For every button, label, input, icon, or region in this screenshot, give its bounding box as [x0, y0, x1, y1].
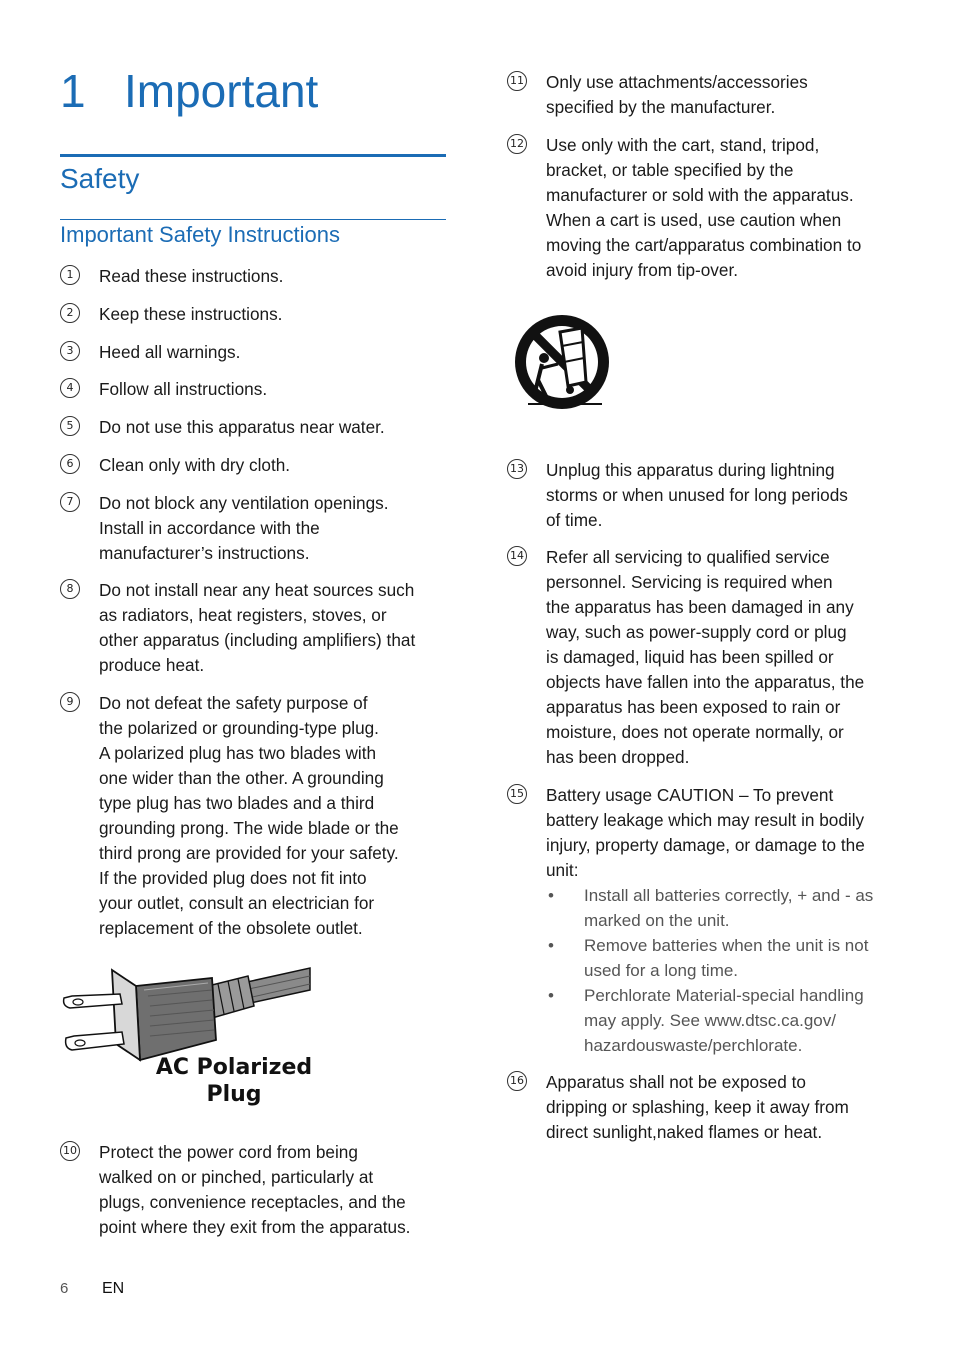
language-code: EN — [102, 1280, 125, 1297]
item-text-line: Follow all instructions. — [99, 379, 268, 399]
item-text-line: injury, property damage, or damage to the — [546, 835, 865, 855]
item-text-line: Use only with the cart, stand, tripod, — [546, 135, 820, 155]
item-text-line: way, such as power-supply cord or plug — [546, 622, 847, 642]
item-number-badge: 8 — [60, 579, 80, 599]
item-text-line: direct sunlight,naked flames or heat. — [546, 1122, 823, 1142]
item-text — [546, 133, 899, 283]
item-text — [546, 70, 899, 120]
bullet-dot: • — [548, 936, 554, 955]
item-number-badge: 4 — [60, 378, 80, 398]
item-number-badge: 2 — [60, 303, 80, 323]
instruction-item — [507, 1070, 899, 1145]
item-text-line: one wider than the other. A grounding — [99, 768, 384, 788]
bullet-text-line: Remove batteries when the unit is not — [584, 936, 869, 955]
instruction-item — [60, 578, 450, 678]
item-text-line: personnel. Servicing is required when — [546, 572, 833, 592]
item-text-line: specified by the manufacturer. — [546, 97, 776, 117]
instruction-item — [507, 458, 899, 533]
item-text-line: has been dropped. — [546, 747, 690, 767]
bullet-item — [546, 883, 899, 933]
item-text-line: your outlet, consult an electrician for — [99, 893, 375, 913]
instruction-item — [60, 302, 450, 327]
item-text — [546, 545, 899, 770]
item-text-line: dripping or splashing, keep it away from — [546, 1097, 849, 1117]
item-text — [99, 1140, 450, 1240]
item-text-line: manufacturer or sold with the apparatus. — [546, 185, 854, 205]
item-number-badge: 9 — [60, 692, 80, 712]
item-text-line: Clean only with dry cloth. — [99, 455, 291, 475]
item-text-line: Refer all servicing to qualified service — [546, 547, 830, 567]
instruction-item — [60, 264, 450, 289]
section-title: Safety — [60, 163, 140, 194]
bullet-dot: • — [548, 986, 554, 1005]
item-number-badge: 13 — [507, 459, 527, 479]
plug-caption-line: Plug — [206, 1082, 262, 1107]
item-text-line: A polarized plug has two blades with — [99, 743, 377, 763]
item-text-line: Do not defeat the safety purpose of — [99, 693, 368, 713]
item-text-line: apparatus has been exposed to rain or — [546, 697, 841, 717]
item-text-line: other apparatus (including amplifiers) that — [99, 630, 416, 650]
subsection-title: Important Safety Instructions — [60, 222, 341, 247]
cart-tip-over-warning-icon — [508, 312, 612, 412]
item-number-badge: 11 — [507, 71, 527, 91]
bullet-item — [546, 933, 899, 983]
item-text-line: battery leakage which may result in bodily — [546, 810, 865, 830]
item-text-line: the apparatus has been damaged in any — [546, 597, 854, 617]
item-text-line: Do not use this apparatus near water. — [99, 417, 385, 437]
instruction-item — [60, 377, 450, 402]
bullet-list — [546, 883, 899, 1058]
page-number: 6 — [60, 1280, 69, 1297]
item-text — [99, 453, 450, 478]
item-text-line: bracket, or table specified by the — [546, 160, 794, 180]
bullet-text-line: used for a long time. — [584, 961, 739, 980]
item-text-line: produce heat. — [99, 655, 205, 675]
item-text — [546, 458, 899, 533]
item-text-line: the polarized or grounding-type plug. — [99, 718, 379, 738]
chapter-title-text: Important — [124, 65, 319, 117]
item-text — [99, 691, 450, 941]
item-text-line: replacement of the obsolete outlet. — [99, 918, 363, 938]
item-text-line: moving the cart/apparatus combination to — [546, 235, 862, 255]
instruction-item — [507, 70, 899, 120]
instruction-item — [60, 415, 450, 440]
item-text — [546, 1070, 899, 1145]
item-number-badge: 5 — [60, 416, 80, 436]
item-text — [99, 264, 450, 289]
subsection-divider — [60, 219, 446, 220]
chapter-number: 1 — [60, 65, 86, 117]
item-number-badge: 6 — [60, 454, 80, 474]
item-number-badge: 3 — [60, 341, 80, 361]
item-number-badge: 14 — [507, 546, 527, 566]
item-text-line: of time. — [546, 510, 603, 530]
bullet-dot: • — [548, 886, 554, 905]
item-number-badge: 12 — [507, 134, 527, 154]
item-text — [546, 783, 899, 883]
item-text — [99, 415, 450, 440]
item-number-badge: 10 — [60, 1141, 80, 1161]
item-text — [99, 302, 450, 327]
instruction-item — [507, 783, 899, 1058]
instruction-item — [507, 133, 899, 283]
instruction-item — [507, 545, 899, 770]
item-text — [99, 340, 450, 365]
instruction-item — [60, 453, 450, 478]
item-number-badge: 1 — [60, 265, 80, 285]
bullet-item — [546, 983, 899, 1058]
item-text-line: Heed all warnings. — [99, 342, 241, 362]
item-text-line: walked on or pinched, particularly at — [99, 1167, 374, 1187]
item-text-line: Keep these instructions. — [99, 304, 283, 324]
bullet-text-line: Install all batteries correctly, + and - as — [584, 886, 874, 905]
item-text-line: objects have fallen into the apparatus, the — [546, 672, 865, 692]
item-text-line: avoid injury from tip-over. — [546, 260, 738, 280]
item-text-line: Read these instructions. — [99, 266, 284, 286]
item-text-line: Only use attachments/accessories — [546, 72, 808, 92]
instruction-item — [60, 340, 450, 365]
bullet-text-line: Perchlorate Material-special handling — [584, 986, 864, 1005]
item-text-line: third prong are provided for your safety. — [99, 843, 399, 863]
instruction-item — [60, 1140, 450, 1240]
item-text-line: manufacturer’s instructions. — [99, 543, 310, 563]
item-text — [99, 578, 450, 678]
item-text-line: Do not install near any heat sources such — [99, 580, 415, 600]
item-text-line: is damaged, liquid has been spilled or — [546, 647, 834, 667]
bullet-text-line: hazardouswaste/perchlorate. — [584, 1036, 803, 1055]
item-number-badge: 15 — [507, 784, 527, 804]
item-text-line: Install in accordance with the — [99, 518, 320, 538]
item-text-line: Battery usage CAUTION – To prevent — [546, 785, 834, 805]
bullet-text-line: may apply. See www.dtsc.ca.gov/ — [584, 1011, 836, 1030]
item-text-line: Do not block any ventilation openings. — [99, 493, 389, 513]
item-text-line: plugs, convenience receptacles, and the — [99, 1192, 406, 1212]
item-text-line: Apparatus shall not be exposed to — [546, 1072, 806, 1092]
item-text-line: as radiators, heat registers, stoves, or — [99, 605, 387, 625]
item-number-badge: 7 — [60, 492, 80, 512]
item-text-line: type plug has two blades and a third — [99, 793, 375, 813]
item-text-line: When a cart is used, use caution when — [546, 210, 842, 230]
plug-caption — [140, 1054, 328, 1108]
item-number-badge: 16 — [507, 1071, 527, 1091]
item-text-line: moisture, does not operate normally, or — [546, 722, 844, 742]
item-text-line: If the provided plug does not fit into — [99, 868, 367, 888]
bullet-text-line: marked on the unit. — [584, 911, 730, 930]
item-text-line: storms or when unused for long periods — [546, 485, 848, 505]
item-text-line: unit: — [546, 860, 579, 880]
instruction-item — [60, 491, 450, 566]
item-text-line: point where they exit from the apparatus. — [99, 1217, 411, 1237]
item-text-line: grounding prong. The wide blade or the — [99, 818, 399, 838]
item-text-line: Unplug this apparatus during lightning — [546, 460, 835, 480]
chapter-title — [60, 64, 318, 119]
section-divider — [60, 154, 446, 157]
plug-caption-line: AC Polarized — [155, 1055, 313, 1080]
instruction-item — [60, 691, 450, 941]
item-text — [99, 491, 450, 566]
item-text — [99, 377, 450, 402]
item-text-line: Protect the power cord from being — [99, 1142, 358, 1162]
